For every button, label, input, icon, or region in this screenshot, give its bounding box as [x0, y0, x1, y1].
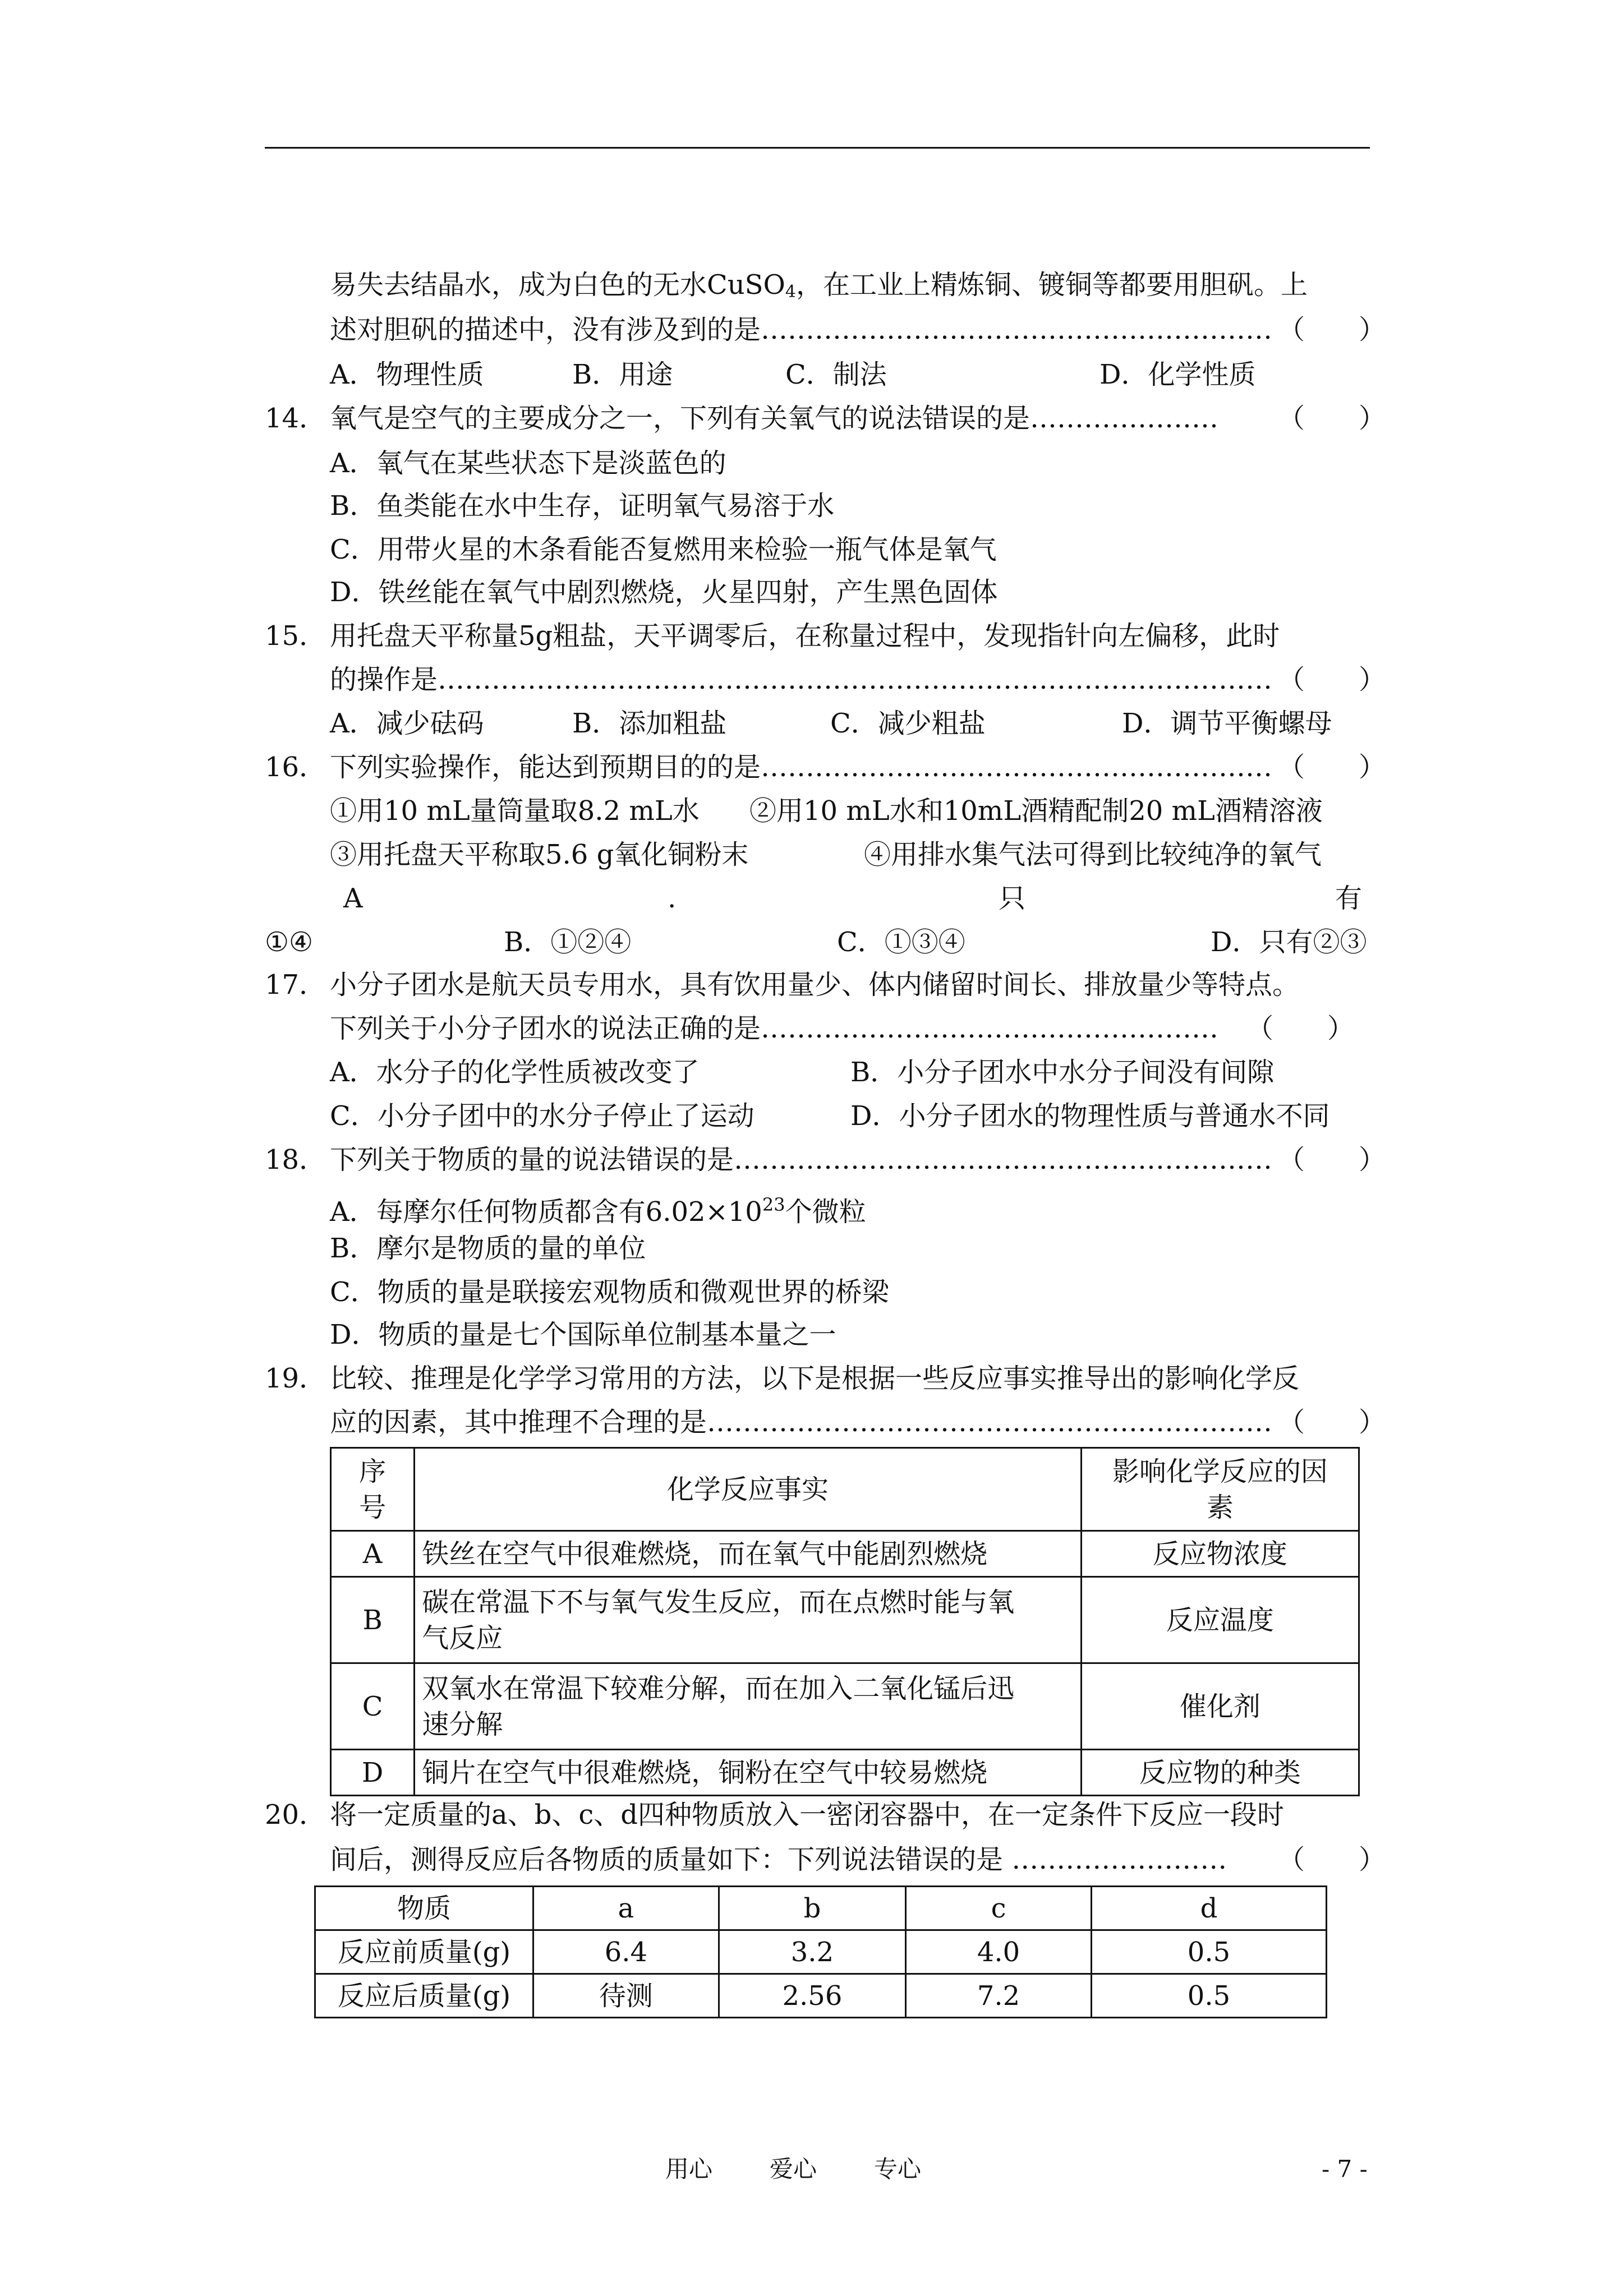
q16-stem: 下列实验操作，能达到预期目的的是…………………………………………………	[330, 751, 1273, 783]
q16-option-a-choices: ①④	[265, 926, 314, 958]
table-row	[315, 1974, 1327, 2018]
q19-header-factor: 影响化学反应的因 素	[1081, 1448, 1359, 1531]
q20-header-c: c	[906, 1887, 1092, 1930]
q19-row-d-factor: 反应物的种类	[1081, 1750, 1359, 1796]
q20-stem-line1: 将一定质量的a、b、c、d四种物质放入一密闭容器中，在一定条件下反应一段时	[330, 1799, 1284, 1831]
q14-number: 14．	[265, 403, 326, 434]
q19-row-a-fact: 铁丝在空气中很难燃烧，而在氧气中能剧烈燃烧	[415, 1531, 1081, 1577]
q15-answer-bracket: （ ）	[1278, 664, 1386, 695]
q20-table-header-row	[315, 1887, 1327, 1930]
q13-line1: 易失去结晶水，成为白色的无水CuSO$_4$，在工业上精炼铜、镀铜等都要用胆矾。上	[330, 269, 1308, 302]
q15-option-c: C．减少粗盐	[830, 708, 986, 739]
q17-option-a: A．水分子的化学性质被改变了	[330, 1057, 700, 1088]
q19-table-header-row	[331, 1448, 1359, 1531]
q19-header-fact: 化学反应事实	[415, 1448, 1081, 1531]
table-row	[331, 1663, 1359, 1750]
q20-stem-line2: 间后，测得反应后各物质的质量如下：下列说法错误的是 ……………………	[330, 1844, 1227, 1875]
q19-row-b-index: B	[331, 1577, 415, 1663]
q19-row-d-fact: 铜片在空气中很难燃烧，铜粉在空气中较易燃烧	[415, 1750, 1081, 1796]
q18-number: 18．	[265, 1144, 326, 1175]
q18-stem: 下列关于物质的量的说法错误的是……………………………………………………	[330, 1144, 1273, 1175]
q15-stem-line1: 用托盘天平称量5g粗盐，天平调零后，在称量过程中，发现指针向左偏移，此时	[330, 620, 1280, 652]
q17-answer-bracket: （ ）	[1246, 1013, 1355, 1044]
q17-option-d: D．小分子团水的物理性质与普通水不同	[850, 1100, 1330, 1132]
footer-slogan-2: 爱心	[770, 2155, 817, 2183]
q20-answer-bracket: （ ）	[1278, 1844, 1386, 1875]
q17-stem-line2: 下列关于小分子团水的说法正确的是……………………………………………	[330, 1013, 1219, 1044]
q14-stem: 氧气是空气的主要成分之一，下列有关氧气的说法错误的是…………………	[330, 403, 1219, 434]
q16-option-a-word2: 有	[1335, 883, 1363, 914]
q19-row-b-fact: 碳在常温下不与氧气发生反应，而在点燃时能与氧 气反应	[415, 1577, 1081, 1663]
q15-option-a: A．减少砝码	[330, 708, 484, 739]
q18-option-c: C．物质的量是联接宏观物质和微观世界的桥梁	[330, 1276, 889, 1308]
q20-header-a: a	[533, 1887, 719, 1930]
q20-row-before-label: 反应前质量(g)	[315, 1930, 533, 1974]
q14-answer-bracket: （ ）	[1278, 403, 1386, 434]
q19-row-a-index: A	[331, 1531, 415, 1577]
q19-row-c-fact: 双氧水在常温下较难分解，而在加入二氧化锰后迅 速分解	[415, 1663, 1081, 1750]
q19-row-d-index: D	[331, 1750, 415, 1796]
q19-row-a-factor: 反应物浓度	[1081, 1531, 1359, 1577]
q16-option-a-word1: 只	[999, 883, 1026, 914]
q14-option-d: D．铁丝能在氧气中剧烈燃烧，火星四射，产生黑色固体	[330, 577, 998, 608]
q15-number: 15．	[265, 620, 326, 652]
q16-option-c: C．①③④	[837, 926, 965, 958]
q16-item-3: ③用托盘天平称取5.6 g氧化铜粉末	[330, 839, 749, 870]
q19-header-index: 序 号	[331, 1448, 415, 1531]
q13-option-a: A．物理性质	[330, 359, 484, 390]
q19-row-c-factor: 催化剂	[1081, 1663, 1359, 1750]
q16-option-a-letter: A	[343, 883, 363, 914]
q17-stem-line1: 小分子团水是航天员专用水，具有饮用量少、体内储留时间长、排放量少等特点。	[330, 969, 1300, 1001]
q18-option-a: A．每摩尔任何物质都含有$6.02\times 10^{23}$个微粒	[330, 1194, 866, 1228]
q16-item-4: ④用排水集气法可得到比较纯净的氧气	[864, 839, 1322, 870]
q14-option-b: B．鱼类能在水中生存，证明氧气易溶于水	[330, 490, 835, 522]
page-number: - 7 -	[1322, 2155, 1368, 2183]
table-row	[331, 1577, 1359, 1663]
footer-slogan-1: 用心	[665, 2155, 713, 2183]
q20-table	[314, 1885, 1327, 2018]
q18-option-d: D．物质的量是七个国际单位制基本量之一	[330, 1319, 836, 1350]
q19-stem-line2: 应的因素，其中推理不合理的是………………………………………………………	[330, 1407, 1273, 1438]
q18-answer-bracket: （ ）	[1278, 1144, 1386, 1175]
q13-answer-bracket: （ ）	[1278, 314, 1386, 345]
q13-option-b: B．用途	[572, 359, 673, 390]
q16-option-b: B．①②④	[504, 926, 632, 958]
q20-header-b: b	[719, 1887, 905, 1930]
q19-answer-bracket: （ ）	[1278, 1407, 1386, 1438]
table-row	[315, 1930, 1327, 1974]
q17-number: 17．	[265, 969, 326, 1001]
q20-row-after-d: 0.5	[1091, 1974, 1326, 2018]
q20-row-before-c: 4.0	[906, 1930, 1092, 1974]
q20-row-after-c: 7.2	[906, 1974, 1092, 2018]
q20-number: 20．	[265, 1799, 326, 1831]
q16-item-1: ①用10 mL量筒量取8.2 mL水	[330, 795, 700, 827]
table-row	[331, 1750, 1359, 1796]
q15-option-b: B．添加粗盐	[572, 708, 727, 739]
q19-row-b-factor: 反应温度	[1081, 1577, 1359, 1663]
q14-option-c: C．用带火星的木条看能否复燃用来检验一瓶气体是氧气	[330, 534, 997, 565]
q20-row-before-d: 0.5	[1091, 1930, 1326, 1974]
q16-answer-bracket: （ ）	[1278, 751, 1386, 783]
q17-option-c: C．小分子团中的水分子停止了运动	[330, 1100, 755, 1132]
header-rule	[265, 147, 1370, 149]
q16-number: 16．	[265, 751, 326, 783]
q19-table	[330, 1447, 1360, 1796]
q20-row-before-b: 3.2	[719, 1930, 905, 1974]
q16-option-d: D．只有②③	[1211, 926, 1367, 958]
q18-option-b: B．摩尔是物质的量的单位	[330, 1233, 646, 1264]
q13-line2: 述对胆矾的描述中，没有涉及到的是…………………………………………………	[330, 314, 1273, 345]
q19-row-c-index: C	[331, 1663, 415, 1750]
q19-number: 19．	[265, 1363, 326, 1394]
q15-option-d: D．调节平衡螺母	[1122, 708, 1332, 739]
q13-option-d: D．化学性质	[1099, 359, 1256, 390]
q17-option-b: B．小分子团水中水分子间没有间隙	[850, 1057, 1275, 1088]
footer-slogan-3: 专心	[874, 2155, 922, 2183]
q20-header-d: d	[1091, 1887, 1326, 1930]
q15-stem-line2: 的操作是…………………………………………………………………………………	[330, 664, 1273, 695]
q20-row-after-a: 待测	[533, 1974, 719, 2018]
q16-option-a-dot: .	[668, 883, 677, 914]
table-row	[331, 1531, 1359, 1577]
q20-row-after-label: 反应后质量(g)	[315, 1974, 533, 2018]
q16-item-2: ②用10 mL水和10mL酒精配制20 mL酒精溶液	[749, 795, 1323, 827]
q13-option-c: C．制法	[785, 359, 887, 390]
q20-row-after-b: 2.56	[719, 1974, 905, 2018]
q19-stem-line1: 比较、推理是化学学习常用的方法，以下是根据一些反应事实推导出的影响化学反	[330, 1363, 1300, 1394]
q20-row-before-a: 6.4	[533, 1930, 719, 1974]
q14-option-a: A．氧气在某些状态下是淡蓝色的	[330, 448, 726, 479]
q20-header-substance: 物质	[315, 1887, 533, 1930]
